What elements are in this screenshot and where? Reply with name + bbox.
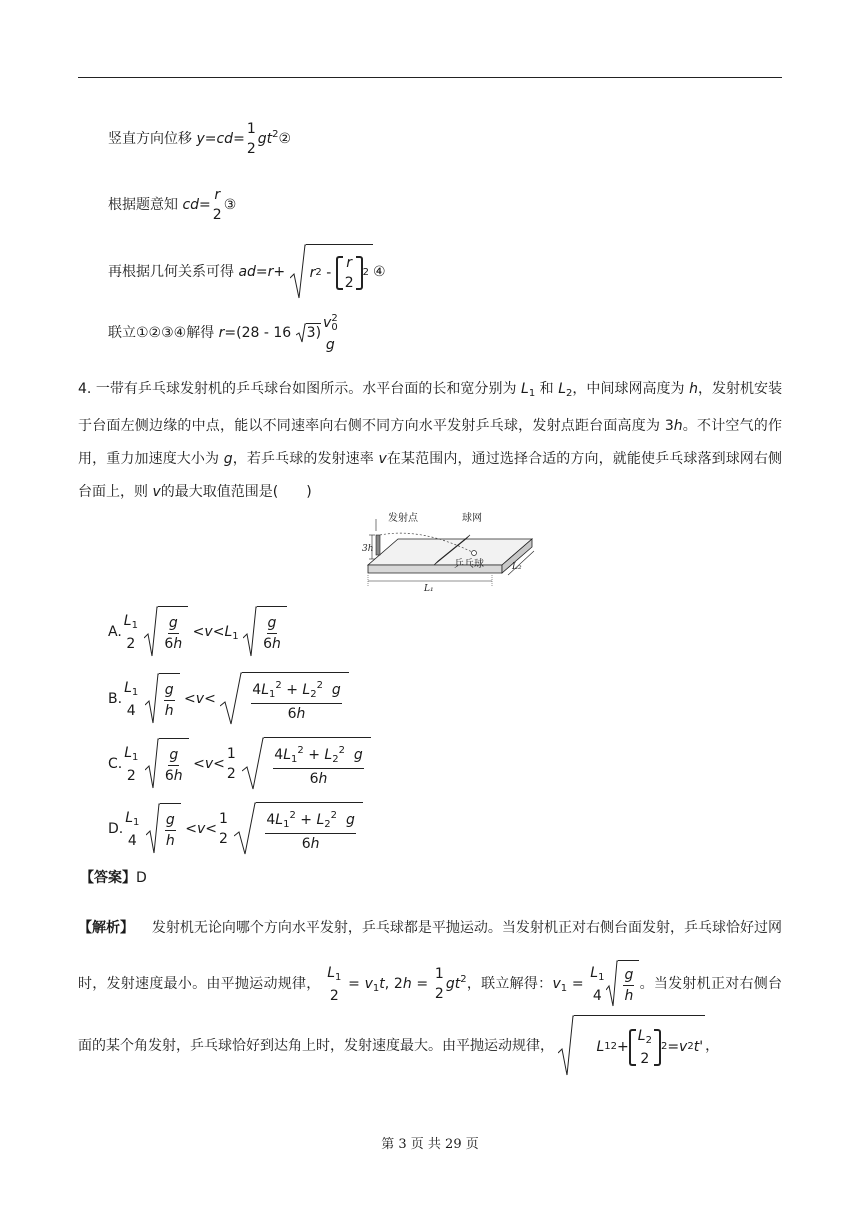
sqrt-expression: r 2 - r 2 2 — [290, 244, 373, 300]
question-4: 4. 一带有乒乓球发射机的乒乓球台如图所示。水平台面的长和宽分别为 $L_1$ 和 $L_2$，中间球网高度为 h，发射机安装于台面左侧边缘的中点，能以不同速率向右侧不同方向水平发射乒乓球，发射点距台面高度为 3h。不计空气的作用，重力加速度大小为 g，若乒乓球的发射速率 v在某范围内，通过选择合适的方向，就能使乒乓球落到球网右侧台面上，则 v的最大取值范围是( ) — [78, 381, 783, 500]
parenthesis-group: r 2 — [336, 256, 363, 290]
ball — [472, 551, 477, 556]
option-c[interactable]: C. $L_1$ 2 $\frac{g}{6h}$ <v< 1 2 $\frac{4L_1^2 + L_2^2 g}{6h}$ — [108, 737, 371, 791]
option-b[interactable]: B. $L_1$ 4 $\frac{g}{h}$ <v< $\frac{4L_1^2 + L_2^2 g}{6h}$ — [108, 672, 349, 726]
answer: 【答案】D — [80, 870, 147, 886]
header-rule — [78, 77, 782, 78]
fraction-half: 1 2 — [246, 121, 256, 157]
line-geometry: 再根据几何关系可得 ad=r+ r 2 - r 2 2 ④ — [108, 244, 386, 300]
radical-sign — [290, 244, 306, 300]
line-vertical-displacement: 竖直方向位移 y=cd= 1 2 $gt^2②$ — [108, 121, 292, 157]
sqrt-max-distance: L 1 2 + $L_2$ 2 2 = v 2 t ' — [558, 1015, 705, 1077]
label-launch-point: 发射点 — [388, 513, 418, 524]
line-combine: 联立①②③④解得 r=(28 - 16 3) v 2 0 g — [108, 313, 338, 353]
launcher — [376, 535, 380, 555]
ping-pong-table-figure — [362, 507, 536, 597]
page-footer: 第 3 页 共 29 页 — [381, 1137, 479, 1152]
label-net: 球网 — [462, 513, 482, 524]
eq-L1-over-2: $L_1$ 2 — [327, 964, 342, 1004]
label-L1: L₁ — [424, 584, 434, 594]
fraction-v0-squared-over-g: v 2 0 g — [323, 313, 338, 353]
line-known: 根据题意知 cd= r 2 ③ — [108, 187, 237, 223]
option-a[interactable]: A. $L_1$ 2 $\frac{g}{6h}$ $<v<L_1$ $\frac{g}{6h}$ — [108, 606, 287, 658]
label-L2: L₂ — [512, 562, 522, 572]
fraction-r-over-2: r 2 — [212, 187, 222, 223]
analysis: 【解析】 发射机无论向哪个方向水平发射，乒乓球都是平抛运动。当发射机正对右侧台面发射，乒乓球恰好过网时，发射速度最小。由平抛运动规律， $L_1$ 2 = $v_1t$, 2h = 1 2 $gt^2$，联立解得：$v_1$ = $L_1$ 4 $\frac{g}{h}$ 。当发射机正对右侧台面的某个角发射，乒乓球恰好到达角上时，发射速度最大。由平抛运动规律， L 1 2 + $L_2$ 2 2 = v 2 t ' ， — [78, 902, 782, 1077]
label-3h: 3h — [362, 544, 374, 554]
option-d[interactable]: D. $L_1$ 4 $\frac{g}{h}$ <v< 1 2 $\frac{4L_1^2 + L_2^2 g}{6h}$ — [108, 802, 363, 856]
label-ball: 乒乓球 — [454, 559, 484, 570]
sqrt-three: 3) — [296, 323, 321, 343]
